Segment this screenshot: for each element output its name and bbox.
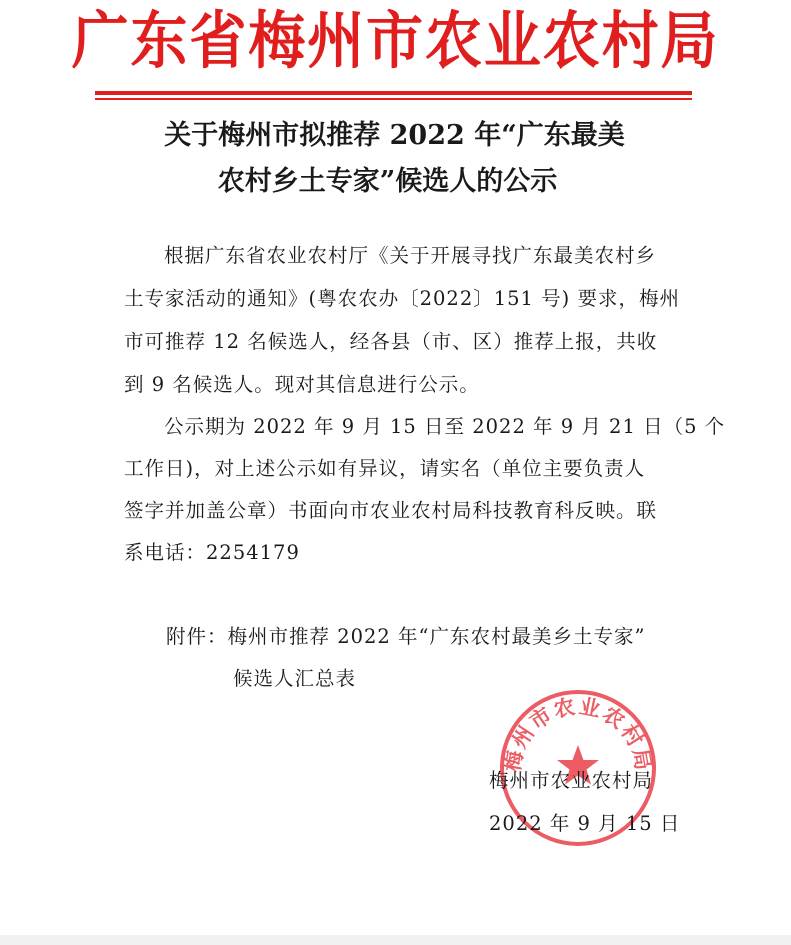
paragraph-1-line-4: 到 9 名候选人。现对其信息进行公示。	[124, 373, 480, 396]
page-bottom-edge	[0, 935, 791, 945]
attachment-line-2: 候选人汇总表	[233, 667, 357, 690]
letterhead-rule-thick	[95, 91, 692, 95]
paragraph-2-line-4: 系电话：2254179	[124, 541, 300, 564]
paragraph-2-line-1: 公示期为 2022 年 9 月 15 日至 2022 年 9 月 21 日（5 个	[164, 415, 726, 438]
seal-text: 梅州市农业农村局	[500, 694, 656, 774]
letterhead-title: 广东省梅州市农业农村局	[71, 4, 720, 77]
letterhead-rule-thin	[95, 98, 692, 100]
paragraph-2-line-2: 工作日)，对上述公示如有异议，请实名（单位主要负责人	[124, 457, 646, 480]
signature-date: 2022 年 9 月 15 日	[489, 812, 681, 835]
document-title-line-2: 农村乡土专家”候选人的公示	[217, 166, 558, 197]
paragraph-2-line-3: 签字并加盖公章）书面向市农业农村局科技教育科反映。联	[124, 499, 658, 522]
attachment-line-1: 附件：梅州市推荐 2022 年“广东农村最美乡土专家”	[166, 625, 646, 648]
paragraph-1-line-2: 土专家活动的通知》(粤农农办〔2022〕151 号) 要求，梅州	[124, 287, 680, 310]
paragraph-1-line-1: 根据广东省农业农村厅《关于开展寻找广东最美农村乡	[164, 244, 657, 267]
document-title-line-1: 关于梅州市拟推荐 2022 年“广东最美	[164, 120, 625, 151]
paragraph-1-line-3: 市可推荐 12 名候选人，经各县（市、区）推荐上报，共收	[124, 330, 658, 353]
signature-organization: 梅州市农业农村局	[489, 769, 654, 792]
